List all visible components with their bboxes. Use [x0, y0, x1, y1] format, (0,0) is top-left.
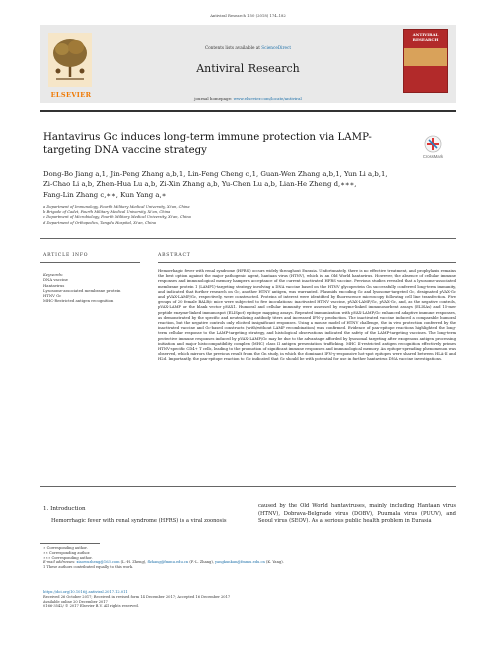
- keyword: Lysosome-associated membrane protein: [43, 287, 121, 293]
- abstract-end-rule: [40, 486, 456, 487]
- email-link[interactable]: xiaowuzheng@163.com: [76, 560, 120, 565]
- journal-homepage: [100, 96, 396, 101]
- abstract-rule: [158, 262, 456, 263]
- homepage-link[interactable]: www.elsevier.com/locate/antiviral: [233, 96, 302, 101]
- keyword: MHC-Restricted antigen recognition: [43, 298, 114, 304]
- keyword: Hantavirus: [43, 282, 65, 288]
- footnote-corresponding-1: ∗ Corresponding author.: [43, 546, 88, 550]
- footnote-rule: [40, 543, 100, 544]
- authors-line-3: Fang-Lin Zhang c,∗∗, Kun Yang a,∗: [43, 190, 167, 199]
- affiliation-b: b Brigade of Cadet, Fourth Military Medical University, Xi'an, China: [43, 210, 171, 215]
- cover-title: ANTIVIRAL RESEARCH: [412, 32, 439, 42]
- crossmark-label: CrossMark: [422, 154, 444, 159]
- crossmark-icon[interactable]: [420, 134, 450, 160]
- intro-right-paragraph: caused by the Old World hantaviruses, mainly including Hantaan virus (HTNV), Dobrava-Belgrade virus (DOBV), Puumala virus (PUUV), and Seoul virus (SEOV). As a serious public health problem in Eurasia: [258, 503, 456, 525]
- article-info-rule: [40, 262, 140, 263]
- intro-left-paragraph: Hemorrhagic fever with renal syndrome (HFRS) is a viral zoonosis: [51, 518, 227, 524]
- affiliations: [43, 205, 433, 226]
- sciencedirect-link[interactable]: ScienceDirect: [261, 45, 292, 50]
- footnote-corresponding-3: ∗∗∗ Corresponding author.: [43, 555, 93, 560]
- article-info-heading: ARTICLE INFO: [43, 253, 89, 258]
- footnotes: [43, 546, 453, 570]
- journal-cover-image: [403, 29, 448, 93]
- doi-link[interactable]: https://doi.org/10.1016/j.antiviral.2017.12.011: [43, 590, 128, 594]
- emails-prefix: E-mail addresses:: [43, 560, 77, 565]
- journal-reference: Antiviral Research 150 (2018) 174–182: [210, 13, 286, 18]
- header-rule: [40, 110, 456, 112]
- authors-line-2: Zi-Chao Li a,b, Zhen-Hua Lu a,b, Zi-Xin Zhang a,b, Yu-Chen Lu a,b, Lian-He Zheng d,∗∗∗,: [43, 180, 357, 189]
- email-owner: (L.-H. Zheng),: [119, 560, 148, 565]
- footnote-equal-contribution: 1 These authors contributed equally to this work.: [43, 565, 134, 570]
- elsevier-tree-logo: [42, 27, 98, 99]
- section-heading-introduction: 1. Introduction: [43, 506, 86, 512]
- abstract-text: Hemorrhagic fever with renal syndrome (HFRS) occurs widely throughout Eurasia. Unfortunately, there is no effective treatment, and prophylaxis remains the best option against the major pathogenic agent, hantaan virus (HTNV), which is an Old World hantavirus. However, the absence of cellular immune responses and immunological memory hampers acceptance of the current inactivated HFRS vaccine. Previous studies revealed that a lysosome-associated membrane protein 1 (LAMP1)-targeting strategy involving a DNA vaccine based on the HTNV glycoprotein Gn successfully conferred long-term immunity, and indicated that further research on Gc, another HTNV antigen, was warranted. Plasmids encoding Gc and lysosome-targeted Gc, designated pVAX-Gc and pVAX-LAMP/Gc, respectively, were constructed. Proteins of interest were identified by fluorescence microscopy following cell line transfection. Five groups of 20 female BALB/c mice were subjected to five inoculations: inactivated HTNV vaccine, pVAX-LAMP/Gc, pVAX-Gc, and, as the negative controls, pVAX-LAMP or the blank vector pVAX1. Humoral and cellular immunity were assessed by enzyme-linked immunosorbent assays (ELISAs) and 15-mer peptide enzyme-linked immunospot (ELISpot) epitope mapping assays. Repeated immunization with pVAX-LAMP/Gc enhanced adaptive immune responses, as demonstrated by the specific and neutralizing antibody titers and increased IFN-γ production. The inactivated vaccine induced a comparable humoral reaction, but the negative controls only elicited insignificant responses. Using a mouse model of HTNV challenge, the in vivo protection conferred by the inactivated vaccine and Gc-based constructs (with/without LAMP recombination) was confirmed. Evidence of pan-epitope reactions highlighted the long-term cellular response to the LAMP-targeting strategy, and histological observations indicated the safety of the LAMP-targeting vaccines. The long-term protective immune responses induced by pVAX-LAMP/Gc may be due to the advantage afforded by lysosomal targeting after exogenous antigen processing initiation and major histocompatibility complex (MHC) class II antigen presentation trafficking. MHC II-restricted antigen recognition effectively primes HTNV-specific CD4+ T cells, leading to the promotion of significant immune responses and immunological memory. An epitope-spreading phenomenon was observed, which mirrors the previous result from the Gn study, in which the dominant IFN-γ-responsive hot-spot epitopes were shared between HLA-II and H2d. Importantly, the pan-epitope reaction to Gc indicated that Gc should be with potential for use in further hantavirus DNA vaccine investigations.: [158, 269, 456, 362]
- doi-block: [43, 590, 453, 609]
- publisher-name: ELSEVIER: [50, 91, 92, 99]
- received-dates: Received 26 October 2017; Received in revised form 14 December 2017; Accepted 16 December 2017: [43, 594, 231, 599]
- contents-line: [100, 45, 396, 50]
- authors-line-1: Dong-Bo Jiang a,1, Jin-Peng Zhang a,b,1, Lin-Feng Cheng c,1, Guan-Wen Zhang a,b,1, Yun Li a,b,1,: [43, 170, 388, 178]
- available-online: Available online 20 December 2017: [43, 599, 108, 604]
- affiliation-rule: [40, 238, 456, 239]
- copyright: 0166-3542/ © 2017 Elsevier B.V. All rights reserved.: [43, 604, 139, 609]
- email-link[interactable]: yangkunkun@fmmu.edu.cn: [215, 560, 265, 565]
- cover-band: [404, 48, 447, 66]
- email-owner: (K. Yang).: [264, 560, 284, 565]
- affiliation-a: a Department of Immunology, Fourth Military Medical University, Xi'an, China: [43, 205, 190, 209]
- keyword: HTNV Gc: [43, 293, 62, 299]
- homepage-prefix: journal homepage:: [194, 96, 234, 101]
- affiliation-d: d Department of Orthopedics, Tangdu Hospital, Xi'an, China: [43, 220, 156, 225]
- abstract-heading: ABSTRACT: [158, 253, 191, 258]
- keywords-block: [43, 272, 143, 304]
- journal-title: Antiviral Research: [196, 62, 300, 75]
- article-title: Hantavirus Gc induces long-term immune protection via LAMP-targeting DNA vaccine strategy: [43, 132, 372, 156]
- keyword: DNA vaccine: [43, 277, 68, 283]
- footnote-corresponding-2: ∗∗ Corresponding author.: [43, 550, 91, 555]
- author-list: [43, 169, 433, 200]
- email-owner: (F.-L. Zhang),: [188, 560, 216, 565]
- affiliation-c: c Department of Microbiology, Fourth Military Medical University, Xi'an, China: [43, 215, 191, 220]
- contents-prefix: Contents lists available at: [204, 45, 262, 50]
- keywords-label: Keywords:: [43, 272, 64, 277]
- email-link[interactable]: flzhang@fmmu.edu.cn: [147, 560, 189, 565]
